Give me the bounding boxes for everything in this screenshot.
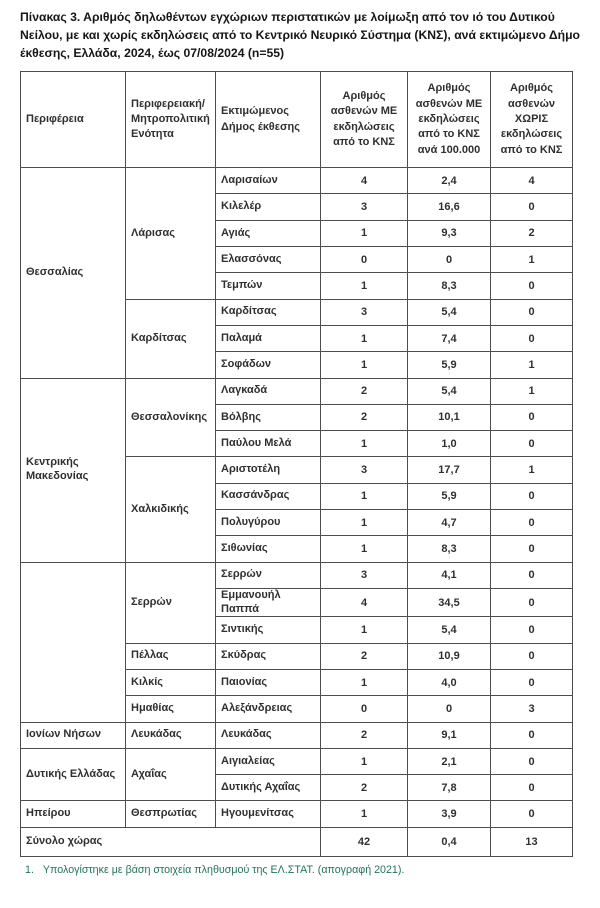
col-header-region: Περιφέρεια — [21, 72, 126, 168]
cases-without-cns-cell: 1 — [491, 352, 573, 378]
cases-without-cns-cell: 0 — [491, 801, 573, 827]
municipality-cell: Λευκάδας — [216, 722, 321, 748]
municipality-cell: Σκύδρας — [216, 643, 321, 669]
cases-without-cns-cell: 2 — [491, 220, 573, 246]
regional-unit-cell: Σερρών — [126, 562, 216, 643]
cases-per-100k-cell: 4,1 — [408, 562, 491, 588]
municipality-cell: Σιθωνίας — [216, 536, 321, 562]
municipality-cell: Τεμπών — [216, 273, 321, 299]
region-cell: Θεσσαλίας — [21, 168, 126, 378]
cases-with-cns-cell: 1 — [321, 431, 408, 457]
cases-with-cns-cell: 4 — [321, 168, 408, 194]
cases-without-cns-cell: 0 — [491, 194, 573, 220]
cases-with-cns-cell: 3 — [321, 457, 408, 483]
cases-without-cns-cell: 0 — [491, 431, 573, 457]
table-row — [21, 748, 573, 774]
cases-with-cns-cell: 1 — [321, 617, 408, 643]
municipality-cell: Σερρών — [216, 562, 321, 588]
col-header-regional-unit: Περιφερειακή/ Μητροπολιτική Ενότητα — [126, 72, 216, 168]
cases-without-cns-cell: 0 — [491, 536, 573, 562]
cases-per-100k-cell: 5,4 — [408, 378, 491, 404]
region-cell: Κεντρικής Μακεδονίας — [21, 378, 126, 562]
cases-without-cns-cell: 1 — [491, 457, 573, 483]
cases-with-cns-cell: 0 — [321, 247, 408, 273]
regional-unit-cell: Χαλκιδικής — [126, 457, 216, 562]
cases-with-cns-cell: 1 — [321, 748, 408, 774]
cases-with-cns-cell: 1 — [321, 220, 408, 246]
col-header-per-100k: Αριθμός ασθενών ΜΕ εκδηλώσεις από το ΚΝΣ ανά 100.000 — [408, 72, 491, 168]
municipality-cell: Ελασσόνας — [216, 247, 321, 273]
total-row — [21, 827, 573, 856]
cases-without-cns-cell: 0 — [491, 325, 573, 351]
total-per-100k-cell: 0,4 — [408, 827, 491, 856]
cases-without-cns-cell: 0 — [491, 510, 573, 536]
municipality-cell: Παλαμά — [216, 325, 321, 351]
cases-without-cns-cell: 0 — [491, 669, 573, 695]
table-row — [21, 378, 573, 404]
regional-unit-cell: Λευκάδας — [126, 722, 216, 748]
municipality-cell: Εμμανουήλ Παππά — [216, 588, 321, 617]
cases-with-cns-cell: 0 — [321, 696, 408, 722]
cases-per-100k-cell: 16,6 — [408, 194, 491, 220]
cases-per-100k-cell: 9,3 — [408, 220, 491, 246]
region-cell: Ηπείρου — [21, 801, 126, 827]
total-label-cell: Σύνολο χώρας — [21, 827, 321, 856]
regional-unit-cell: Θεσσαλονίκης — [126, 378, 216, 457]
cases-with-cns-cell: 3 — [321, 194, 408, 220]
cases-table — [20, 71, 573, 857]
municipality-cell: Αιγιαλείας — [216, 748, 321, 774]
cases-per-100k-cell: 7,8 — [408, 775, 491, 801]
cases-per-100k-cell: 9,1 — [408, 722, 491, 748]
table-header — [21, 72, 573, 168]
municipality-cell: Λαρισαίων — [216, 168, 321, 194]
cases-per-100k-cell: 1,0 — [408, 431, 491, 457]
municipality-cell: Πολυγύρου — [216, 510, 321, 536]
municipality-cell: Σοφάδων — [216, 352, 321, 378]
region-cell — [21, 562, 126, 722]
cases-per-100k-cell: 2,4 — [408, 168, 491, 194]
municipality-cell: Κιλελέρ — [216, 194, 321, 220]
cases-per-100k-cell: 3,9 — [408, 801, 491, 827]
municipality-cell: Λαγκαδά — [216, 378, 321, 404]
cases-without-cns-cell: 1 — [491, 378, 573, 404]
municipality-cell: Σιντικής — [216, 617, 321, 643]
cases-per-100k-cell: 5,4 — [408, 299, 491, 325]
cases-per-100k-cell: 10,1 — [408, 404, 491, 430]
cases-without-cns-cell: 0 — [491, 404, 573, 430]
cases-with-cns-cell: 3 — [321, 299, 408, 325]
cases-without-cns-cell: 0 — [491, 617, 573, 643]
cases-per-100k-cell: 4,0 — [408, 669, 491, 695]
regional-unit-cell: Λάρισας — [126, 168, 216, 299]
cases-without-cns-cell: 0 — [491, 299, 573, 325]
col-header-municipality: Εκτιμώμενος Δήμος έκθεσης — [216, 72, 321, 168]
region-cell: Δυτικής Ελλάδας — [21, 748, 126, 801]
municipality-cell: Ηγουμενίτσας — [216, 801, 321, 827]
cases-without-cns-cell: 0 — [491, 483, 573, 509]
cases-with-cns-cell: 2 — [321, 722, 408, 748]
cases-per-100k-cell: 2,1 — [408, 748, 491, 774]
cases-per-100k-cell: 5,4 — [408, 617, 491, 643]
municipality-cell: Αλεξάνδρειας — [216, 696, 321, 722]
cases-with-cns-cell: 2 — [321, 775, 408, 801]
cases-with-cns-cell: 1 — [321, 273, 408, 299]
table-row — [21, 562, 573, 588]
cases-with-cns-cell: 3 — [321, 562, 408, 588]
cases-per-100k-cell: 8,3 — [408, 273, 491, 299]
cases-per-100k-cell: 0 — [408, 247, 491, 273]
regional-unit-cell: Κιλκίς — [126, 669, 216, 695]
cases-without-cns-cell: 1 — [491, 247, 573, 273]
regional-unit-cell: Αχαΐας — [126, 748, 216, 801]
regional-unit-cell: Θεσπρωτίας — [126, 801, 216, 827]
cases-per-100k-cell: 4,7 — [408, 510, 491, 536]
cases-without-cns-cell: 0 — [491, 588, 573, 617]
cases-without-cns-cell: 0 — [491, 562, 573, 588]
municipality-cell: Καρδίτσας — [216, 299, 321, 325]
footnote-text: Υπολογίστηκε με βάση στοιχεία πληθυσμού της ΕΛ.ΣΤΑΤ. (απογραφή 2021). — [42, 863, 405, 876]
cases-with-cns-cell: 1 — [321, 669, 408, 695]
cases-per-100k-cell: 8,3 — [408, 536, 491, 562]
cases-with-cns-cell: 1 — [321, 325, 408, 351]
footnote — [20, 864, 586, 876]
municipality-cell: Αγιάς — [216, 220, 321, 246]
municipality-cell: Αριστοτέλη — [216, 457, 321, 483]
municipality-cell: Παύλου Μελά — [216, 431, 321, 457]
cases-with-cns-cell: 1 — [321, 510, 408, 536]
table-row — [21, 801, 573, 827]
total-with-cns-cell: 42 — [321, 827, 408, 856]
cases-without-cns-cell: 0 — [491, 775, 573, 801]
header-row — [21, 72, 573, 168]
cases-with-cns-cell: 2 — [321, 404, 408, 430]
municipality-cell: Δυτικής Αχαΐας — [216, 775, 321, 801]
cases-with-cns-cell: 1 — [321, 483, 408, 509]
cases-per-100k-cell: 5,9 — [408, 352, 491, 378]
regional-unit-cell: Πέλλας — [126, 643, 216, 669]
col-header-without-cns: Αριθμός ασθενών ΧΩΡΙΣ εκδηλώσεις από το ΚΝΣ — [491, 72, 573, 168]
cases-with-cns-cell: 2 — [321, 378, 408, 404]
regional-unit-cell: Ημαθίας — [126, 696, 216, 722]
cases-per-100k-cell: 17,7 — [408, 457, 491, 483]
cases-with-cns-cell: 4 — [321, 588, 408, 617]
cases-with-cns-cell: 2 — [321, 643, 408, 669]
cases-per-100k-cell: 10,9 — [408, 643, 491, 669]
cases-without-cns-cell: 0 — [491, 748, 573, 774]
municipality-cell: Βόλβης — [216, 404, 321, 430]
table-body — [21, 168, 573, 857]
cases-per-100k-cell: 0 — [408, 696, 491, 722]
cases-per-100k-cell: 7,4 — [408, 325, 491, 351]
cases-with-cns-cell: 1 — [321, 536, 408, 562]
cases-per-100k-cell: 34,5 — [408, 588, 491, 617]
table-row — [21, 722, 573, 748]
regional-unit-cell: Καρδίτσας — [126, 299, 216, 378]
cases-with-cns-cell: 1 — [321, 801, 408, 827]
cases-without-cns-cell: 0 — [491, 722, 573, 748]
cases-without-cns-cell: 0 — [491, 273, 573, 299]
table-row — [21, 168, 573, 194]
region-cell: Ιονίων Νήσων — [21, 722, 126, 748]
col-header-with-cns: Αριθμός ασθενών ΜΕ εκδηλώσεις από το ΚΝΣ — [321, 72, 408, 168]
cases-per-100k-cell: 5,9 — [408, 483, 491, 509]
cases-without-cns-cell: 0 — [491, 643, 573, 669]
municipality-cell: Κασσάνδρας — [216, 483, 321, 509]
table-title: Πίνακας 3. Αριθμός δηλωθέντων εγχώριων περιστατικών με λοίμωξη από τον ιό του Δυτικού Νείλου, με και χωρίς εκδηλώσεις από το Κεντρικό Νευρικό Σύστημα (ΚΝΣ), ανά εκτιμώμενο Δήμο έκθεσης, Ελλάδα, 2024, έως 07/08/2024 (n=55) — [20, 10, 581, 61]
footnote-marker: 1. — [25, 863, 34, 876]
cases-without-cns-cell: 3 — [491, 696, 573, 722]
total-without-cns-cell: 13 — [491, 827, 573, 856]
municipality-cell: Παιονίας — [216, 669, 321, 695]
cases-with-cns-cell: 1 — [321, 352, 408, 378]
cases-without-cns-cell: 4 — [491, 168, 573, 194]
